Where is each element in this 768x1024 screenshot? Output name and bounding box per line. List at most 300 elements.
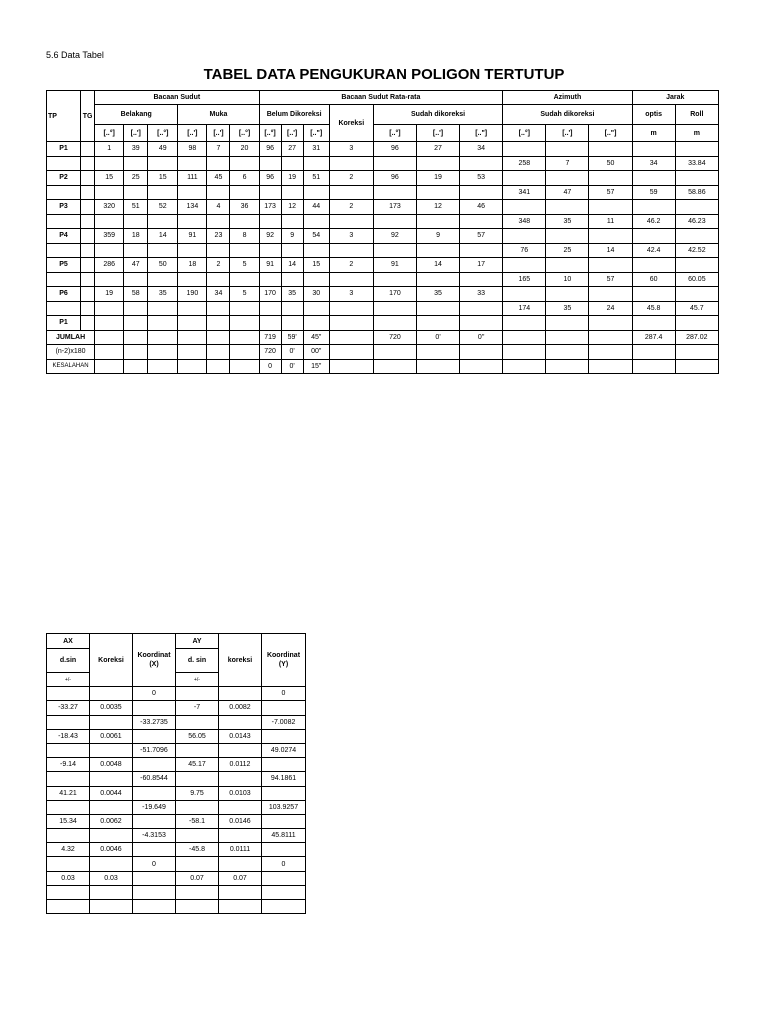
table-cell	[207, 301, 230, 316]
table-cell: 15	[148, 171, 178, 186]
table-cell: 18	[178, 258, 207, 273]
table-cell: -51.7096	[133, 743, 176, 757]
table-cell: 103.9257	[262, 800, 306, 814]
table-cell	[207, 359, 230, 374]
table-cell: 0	[133, 687, 176, 701]
table-cell	[47, 687, 90, 701]
unit-minute: [..']	[178, 125, 207, 142]
table-cell	[90, 857, 133, 871]
table-cell	[373, 345, 416, 360]
table-cell	[207, 243, 230, 258]
table-cell	[546, 359, 589, 374]
table-cell	[219, 885, 262, 899]
table-cell: 34	[632, 156, 675, 171]
table-cell	[90, 900, 133, 914]
table-cell	[176, 829, 219, 843]
table-cell: 36	[230, 200, 259, 215]
table-cell	[133, 885, 176, 899]
table-cell	[373, 272, 416, 287]
station-label: P5	[47, 258, 81, 273]
table-cell: 19	[416, 171, 459, 186]
table-cell	[632, 229, 675, 244]
table-cell	[178, 330, 207, 345]
table-cell	[546, 345, 589, 360]
table-cell: 31	[303, 142, 329, 157]
table-cell	[178, 156, 207, 171]
table-cell: 35	[546, 301, 589, 316]
table-cell: 0	[133, 857, 176, 871]
table-cell	[259, 272, 281, 287]
table-cell	[207, 272, 230, 287]
table-cell	[373, 301, 416, 316]
table-cell	[503, 142, 546, 157]
table-cell: 174	[503, 301, 546, 316]
table-cell	[124, 214, 148, 229]
table-row	[47, 857, 306, 871]
table-cell	[329, 156, 373, 171]
table-cell	[81, 243, 95, 258]
table-row	[47, 243, 719, 258]
table-cell	[148, 185, 178, 200]
table-cell: 49	[148, 142, 178, 157]
unit-degree: [..°]	[95, 125, 124, 142]
header-plus-minus-y: +/-	[176, 673, 219, 687]
table-cell: 170	[373, 287, 416, 302]
table-cell: 0'	[281, 345, 303, 360]
table-cell	[178, 301, 207, 316]
table-cell: 9	[416, 229, 459, 244]
table-cell	[503, 316, 546, 331]
table-cell: 7	[546, 156, 589, 171]
table-cell: 35	[281, 287, 303, 302]
table-cell	[303, 301, 329, 316]
table-cell	[303, 185, 329, 200]
table-cell	[546, 171, 589, 186]
table-cell: 30	[303, 287, 329, 302]
table-cell	[373, 359, 416, 374]
table-cell: 59'	[281, 330, 303, 345]
table-cell	[81, 156, 95, 171]
table-cell	[148, 214, 178, 229]
table-cell	[675, 359, 718, 374]
table-cell	[416, 272, 459, 287]
station-label: P1	[47, 316, 81, 331]
table-cell: 0	[262, 857, 306, 871]
table-cell	[47, 715, 90, 729]
table-cell: 15"	[303, 359, 329, 374]
table-cell: 165	[503, 272, 546, 287]
table-cell	[124, 185, 148, 200]
table-row	[47, 829, 306, 843]
table-cell	[373, 316, 416, 331]
table-cell: 50	[148, 258, 178, 273]
table-cell	[176, 772, 219, 786]
table-cell: 56.05	[176, 729, 219, 743]
table-cell	[329, 243, 373, 258]
table-cell	[230, 330, 259, 345]
table-cell	[329, 185, 373, 200]
table-cell	[178, 185, 207, 200]
table-cell: 35	[148, 287, 178, 302]
table-cell	[178, 243, 207, 258]
unit-second: [.."]	[460, 125, 503, 142]
table-row	[47, 743, 306, 757]
table-cell	[81, 142, 95, 157]
table-cell	[95, 345, 124, 360]
table-cell	[460, 345, 503, 360]
table-cell: 14	[416, 258, 459, 273]
table-cell	[460, 185, 503, 200]
header-koreksi-x: Koreksi	[90, 634, 133, 687]
table-cell: 44	[303, 200, 329, 215]
table-cell	[460, 214, 503, 229]
table-cell	[219, 857, 262, 871]
table-cell: 92	[373, 229, 416, 244]
header-plus-minus-x: +/-	[47, 673, 90, 687]
table-cell	[503, 330, 546, 345]
table-cell	[47, 243, 81, 258]
table-cell	[230, 272, 259, 287]
table-cell	[81, 171, 95, 186]
table-cell	[262, 701, 306, 715]
table-cell	[675, 287, 718, 302]
table-cell	[416, 214, 459, 229]
table-row	[47, 142, 719, 157]
table-cell	[207, 185, 230, 200]
header-koordinat-x: Koordinat (X)	[133, 634, 176, 687]
table-cell: 76	[503, 243, 546, 258]
table-cell	[148, 330, 178, 345]
table-cell: 10	[546, 272, 589, 287]
table-cell: 0'	[416, 330, 459, 345]
table-cell: 134	[178, 200, 207, 215]
table-cell	[632, 345, 675, 360]
table-cell: -58.1	[176, 814, 219, 828]
header-jarak: Jarak	[632, 91, 718, 105]
header-dsin-x: d.sin	[47, 649, 90, 673]
table-cell: 0	[262, 687, 306, 701]
table-cell	[675, 316, 718, 331]
table-cell	[81, 258, 95, 273]
table-cell	[303, 272, 329, 287]
table-cell	[281, 214, 303, 229]
table-cell	[589, 330, 632, 345]
table-cell: 15	[303, 258, 329, 273]
station-label: P4	[47, 229, 81, 244]
table-cell: 92	[259, 229, 281, 244]
table-cell: 19	[95, 287, 124, 302]
table-cell: 20	[230, 142, 259, 157]
table-cell	[47, 772, 90, 786]
table-cell: 14	[148, 229, 178, 244]
table-cell	[303, 243, 329, 258]
table-cell	[262, 843, 306, 857]
polygon-measurement-table	[46, 90, 719, 374]
table-cell	[546, 142, 589, 157]
table-cell: 58	[124, 287, 148, 302]
table-cell: 190	[178, 287, 207, 302]
table-cell: 47	[546, 185, 589, 200]
table-cell	[148, 272, 178, 287]
table-cell: 57	[460, 229, 503, 244]
table-cell: -19.649	[133, 800, 176, 814]
header-belakang: Belakang	[95, 105, 178, 125]
table-cell: 0.0146	[219, 814, 262, 828]
table-cell	[219, 900, 262, 914]
table-row	[47, 758, 306, 772]
table-cell: 33	[460, 287, 503, 302]
table-cell: -33.27	[47, 701, 90, 715]
table-cell	[503, 229, 546, 244]
table-row	[47, 156, 719, 171]
table-row	[47, 800, 306, 814]
table-cell	[124, 345, 148, 360]
table-cell	[589, 171, 632, 186]
table-cell: 91	[178, 229, 207, 244]
table-cell	[303, 214, 329, 229]
table-cell: 47	[124, 258, 148, 273]
table-cell	[176, 687, 219, 701]
table-cell	[329, 330, 373, 345]
table-cell	[416, 359, 459, 374]
table-cell	[124, 156, 148, 171]
table-cell	[90, 800, 133, 814]
table-cell	[133, 786, 176, 800]
table-cell: -33.2735	[133, 715, 176, 729]
table-row	[47, 229, 719, 244]
table-cell	[503, 258, 546, 273]
table-cell	[90, 715, 133, 729]
table-cell: 720	[373, 330, 416, 345]
table-cell	[95, 301, 124, 316]
table-cell	[416, 156, 459, 171]
table-cell	[176, 800, 219, 814]
table-cell	[47, 829, 90, 843]
table-cell	[207, 345, 230, 360]
unit-degree: [..°]	[373, 125, 416, 142]
n2-label: (n-2)x180	[47, 345, 95, 360]
table-cell: 52	[148, 200, 178, 215]
table-cell	[589, 359, 632, 374]
table-row	[47, 171, 719, 186]
table-cell	[47, 214, 81, 229]
table-cell	[262, 900, 306, 914]
table-cell: 54	[303, 229, 329, 244]
table-cell: 0.0112	[219, 758, 262, 772]
header-muka: Muka	[178, 105, 259, 125]
table-cell: 4.32	[47, 843, 90, 857]
table-cell: 96	[373, 171, 416, 186]
unit-second: [.."]	[589, 125, 632, 142]
table-cell	[460, 156, 503, 171]
table-cell: -9.14	[47, 758, 90, 772]
table-cell	[589, 345, 632, 360]
table-row	[47, 316, 719, 331]
table-cell	[632, 316, 675, 331]
table-cell	[589, 200, 632, 215]
table-row	[47, 185, 719, 200]
table-cell	[47, 900, 90, 914]
unit-minute: [..']	[416, 125, 459, 142]
section-label: 5.6 Data Tabel	[46, 50, 104, 60]
table-cell	[148, 316, 178, 331]
table-row	[47, 287, 719, 302]
table-cell	[148, 359, 178, 374]
table-cell: 51	[303, 171, 329, 186]
table-cell	[230, 345, 259, 360]
table-row	[47, 729, 306, 743]
table-cell	[259, 243, 281, 258]
table-cell: 25	[546, 243, 589, 258]
table-cell: 23	[207, 229, 230, 244]
table-cell: 91	[259, 258, 281, 273]
table-cell	[281, 272, 303, 287]
table-cell	[329, 272, 373, 287]
table-cell: 287.4	[632, 330, 675, 345]
table-cell	[47, 185, 81, 200]
table-cell: -18.43	[47, 729, 90, 743]
header-bacaan-sudut: Bacaan Sudut	[95, 91, 259, 105]
table-cell: 11	[589, 214, 632, 229]
table-cell	[207, 214, 230, 229]
table-cell: 6	[230, 171, 259, 186]
table-cell: 35	[416, 287, 459, 302]
table-cell	[219, 772, 262, 786]
table-cell: 34	[207, 287, 230, 302]
table-cell: 46	[460, 200, 503, 215]
table-cell: 2	[329, 171, 373, 186]
table-cell	[632, 359, 675, 374]
table-cell: -7.0082	[262, 715, 306, 729]
header-koreksi: Koreksi	[329, 105, 373, 142]
table-cell	[675, 229, 718, 244]
table-cell: 3	[329, 287, 373, 302]
table-cell	[124, 243, 148, 258]
table-cell: 0.03	[47, 871, 90, 885]
table-cell: 57	[589, 272, 632, 287]
table-cell: 96	[259, 171, 281, 186]
table-cell	[262, 885, 306, 899]
table-cell: 45.7	[675, 301, 718, 316]
table-row	[47, 885, 306, 899]
table-cell	[207, 156, 230, 171]
table-cell: 14	[281, 258, 303, 273]
table-cell	[95, 272, 124, 287]
unit-minute: [..']	[124, 125, 148, 142]
table-cell	[259, 185, 281, 200]
table-cell: 45	[207, 171, 230, 186]
table-cell	[460, 243, 503, 258]
table-cell	[47, 885, 90, 899]
table-cell: 2	[329, 200, 373, 215]
table-cell	[632, 200, 675, 215]
table-cell: 0.0046	[90, 843, 133, 857]
table-cell	[219, 715, 262, 729]
table-cell	[546, 229, 589, 244]
table-cell: 258	[503, 156, 546, 171]
table-cell	[230, 156, 259, 171]
table-cell	[47, 743, 90, 757]
table-cell: 14	[589, 243, 632, 258]
table-cell	[230, 301, 259, 316]
table-cell	[303, 156, 329, 171]
table-cell	[90, 772, 133, 786]
table-cell: 15	[95, 171, 124, 186]
table-row	[47, 301, 719, 316]
table-cell: 46.2	[632, 214, 675, 229]
header-ax: AX	[47, 634, 90, 649]
table-cell: 18	[124, 229, 148, 244]
table-cell	[81, 200, 95, 215]
table-cell	[176, 857, 219, 871]
table-row	[47, 715, 306, 729]
table-cell: 287.02	[675, 330, 718, 345]
unit-meter: m	[632, 125, 675, 142]
table-cell: -7	[176, 701, 219, 715]
unit-degree: [..°]	[148, 125, 178, 142]
table-cell: -4.3153	[133, 829, 176, 843]
table-cell	[416, 316, 459, 331]
header-azimuth-sudah-dikoreksi: Sudah dikoreksi	[503, 105, 632, 125]
coordinate-table	[46, 633, 306, 914]
table-cell: 42.4	[632, 243, 675, 258]
table-row	[47, 200, 719, 215]
table-cell: 0.03	[90, 871, 133, 885]
table-row	[47, 258, 719, 273]
table-cell	[259, 156, 281, 171]
table-cell: 00"	[303, 345, 329, 360]
table-cell	[178, 345, 207, 360]
table-cell: 3	[329, 142, 373, 157]
table-cell	[124, 272, 148, 287]
table-cell: 45.8	[632, 301, 675, 316]
table-cell	[95, 330, 124, 345]
table-cell: 15.34	[47, 814, 90, 828]
table-cell	[373, 243, 416, 258]
header-belum-dikoreksi: Belum Dikoreksi	[259, 105, 329, 125]
table-cell: 0.0062	[90, 814, 133, 828]
table-cell	[47, 857, 90, 871]
table-row	[47, 687, 306, 701]
table-row	[47, 330, 719, 345]
table-cell: 12	[281, 200, 303, 215]
table-cell	[460, 301, 503, 316]
table-cell	[148, 345, 178, 360]
table-cell	[503, 287, 546, 302]
table-cell: 94.1861	[262, 772, 306, 786]
table-cell	[281, 316, 303, 331]
table-cell: 46.23	[675, 214, 718, 229]
unit-degree: [..°]	[230, 125, 259, 142]
table-cell	[329, 359, 373, 374]
table-cell	[329, 345, 373, 360]
table-cell: 96	[373, 142, 416, 157]
table-cell	[90, 885, 133, 899]
table-cell: 111	[178, 171, 207, 186]
table-cell	[632, 258, 675, 273]
table-cell	[81, 214, 95, 229]
table-cell: 34	[460, 142, 503, 157]
table-cell: 0.0061	[90, 729, 133, 743]
table-cell: 45.8111	[262, 829, 306, 843]
table-cell: 320	[95, 200, 124, 215]
table-cell	[329, 214, 373, 229]
header-sudah-dikoreksi: Sudah dikoreksi	[373, 105, 502, 125]
table-cell: 9	[281, 229, 303, 244]
table-cell: 2	[207, 258, 230, 273]
table-cell	[546, 200, 589, 215]
table-cell	[90, 687, 133, 701]
